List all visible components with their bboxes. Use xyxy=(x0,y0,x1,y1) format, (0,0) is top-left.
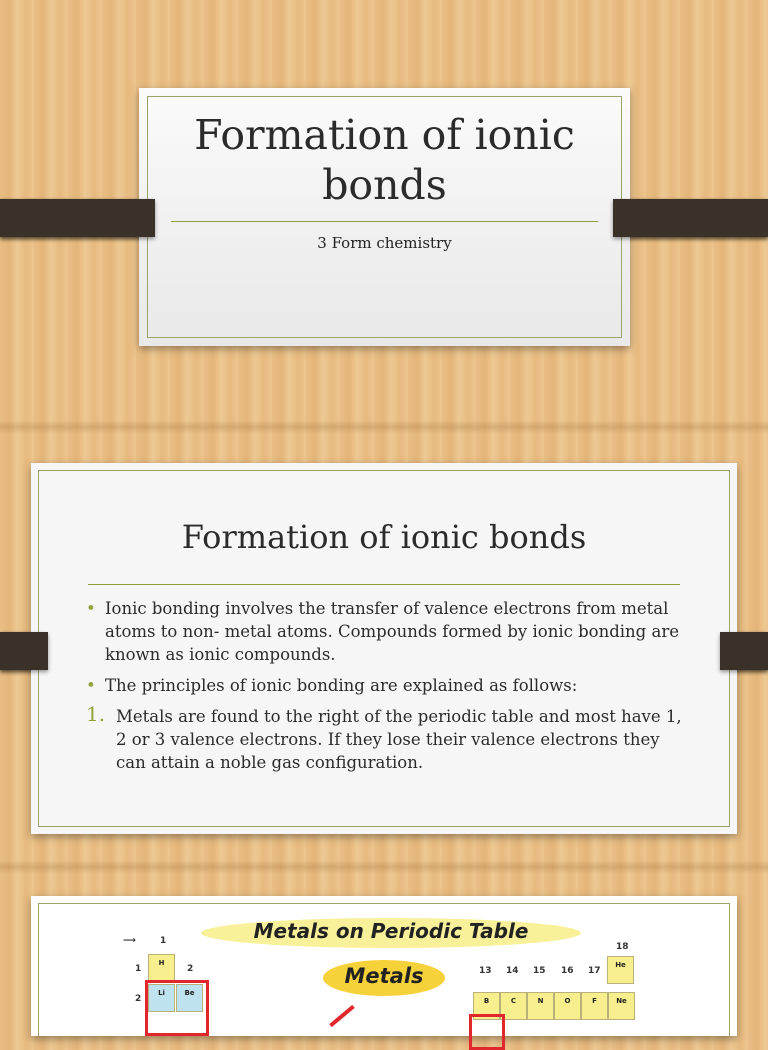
element-cell: H xyxy=(148,954,175,982)
item-number: 1. xyxy=(86,702,106,726)
element-cell: Li xyxy=(148,984,175,1012)
numbered-text: Metals are found to the right of the periodic table and most have 1, 2 or 3 valence electrons. If they lose their valence electrons they can attain a noble gas configuration. xyxy=(116,707,682,772)
bullet-item xyxy=(86,597,686,666)
title-slide[interactable] xyxy=(139,88,630,346)
group-label: 1 xyxy=(160,936,167,946)
slide-title: Formation of ionic bonds xyxy=(181,518,587,556)
title-divider xyxy=(171,221,598,222)
group-label: 2 xyxy=(187,964,194,974)
metals-highlight-box xyxy=(145,980,209,1036)
slide-clip-right xyxy=(720,632,768,670)
element-cell: Ne xyxy=(608,992,635,1020)
numbered-item xyxy=(86,702,686,774)
group-label: 17 xyxy=(588,966,601,976)
group-label: 13 xyxy=(479,966,492,976)
period-arrow-icon: ⟶ xyxy=(123,936,136,946)
element-cell: B xyxy=(473,992,500,1020)
group-label: 16 xyxy=(561,966,574,976)
group-label: 14 xyxy=(506,966,519,976)
title-divider xyxy=(88,584,680,585)
content-slide[interactable] xyxy=(31,463,737,834)
bullet-text: Ionic bonding involves the transfer of valence electrons from metal atoms to non- metal atoms. Compounds formed by ionic bonding are known as ionic compounds. xyxy=(105,599,679,664)
bullet-icon: • xyxy=(86,599,96,618)
slide-clip-right xyxy=(613,199,768,237)
slide-clip-left xyxy=(0,632,48,670)
element-cell: F xyxy=(581,992,608,1020)
period-label: 1 xyxy=(135,964,142,974)
metals-highlight-box xyxy=(469,1014,505,1050)
metals-callout: Metals xyxy=(344,964,424,988)
group-label: 15 xyxy=(533,966,546,976)
element-cell: C xyxy=(500,992,527,1020)
element-cell: N xyxy=(527,992,554,1020)
bullet-item xyxy=(86,674,686,697)
element-cell: O xyxy=(554,992,581,1020)
banner-title: Metals on Periodic Table xyxy=(253,919,529,943)
period-label: 2 xyxy=(135,994,142,1004)
element-cell: He xyxy=(607,956,634,984)
slide-subtitle: 3 Form chemistry xyxy=(317,234,452,252)
slide-title: Formation of ionic bonds xyxy=(194,111,575,209)
slide-body xyxy=(86,597,686,774)
wood-seam xyxy=(0,860,768,874)
bullet-icon: • xyxy=(86,676,96,695)
image-slide[interactable] xyxy=(31,896,737,1036)
element-cell: Be xyxy=(176,984,203,1012)
slide-clip-left xyxy=(0,199,155,237)
group-label: 18 xyxy=(616,942,629,952)
bullet-text: The principles of ionic bonding are explained as follows: xyxy=(105,676,578,695)
wood-seam xyxy=(0,420,768,434)
